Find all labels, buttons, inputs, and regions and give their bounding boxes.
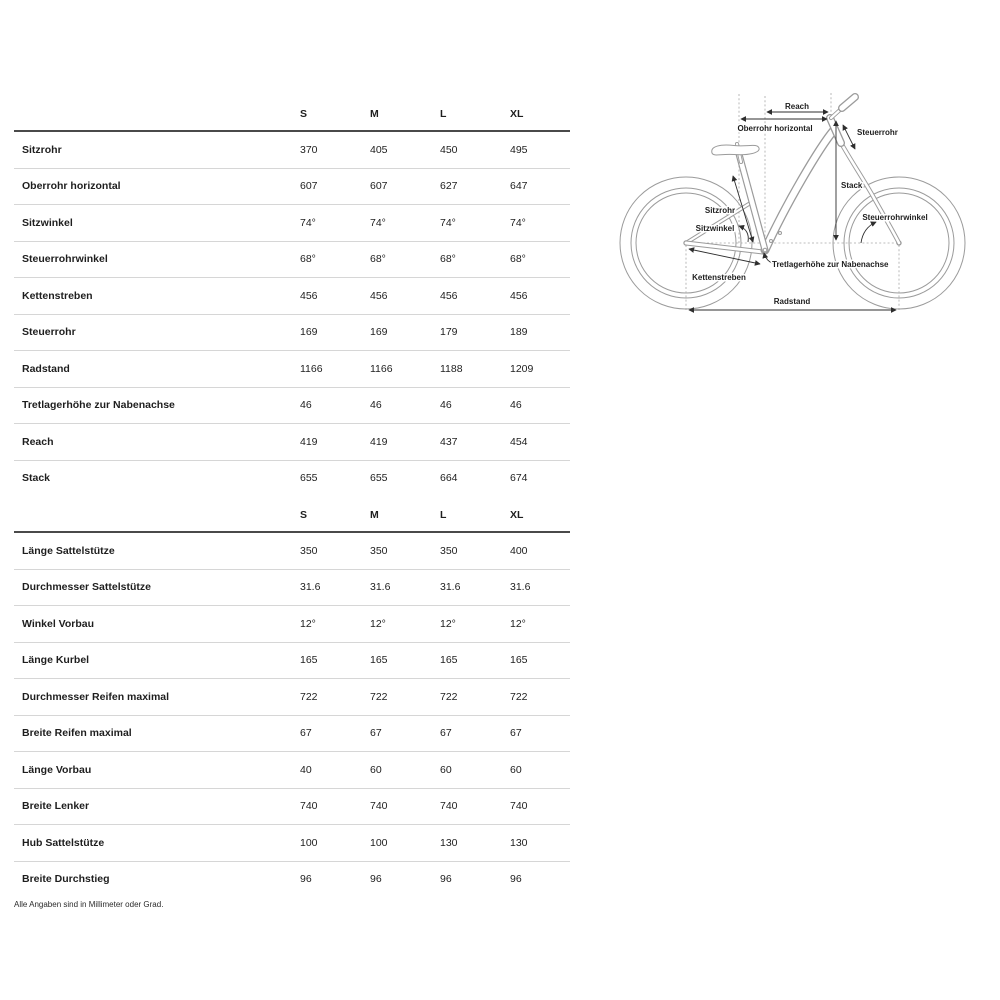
geometry-value-s: 169 (300, 326, 318, 339)
geometry-value-xl: 674 (510, 472, 528, 485)
geometry-row (14, 825, 570, 862)
geometry-row-label: Winkel Vorbau (22, 617, 95, 630)
geometry-value-xl: 12° (510, 617, 526, 630)
geometry-value-l: 67 (440, 727, 452, 740)
component-geometry-section (14, 499, 570, 897)
component-geometry-rows (14, 533, 570, 897)
geometry-value-xl: 454 (510, 435, 528, 448)
geometry-row-label: Oberrohr horizontal (22, 180, 121, 193)
size-header-s: S (300, 108, 308, 120)
geometry-value-xl: 495 (510, 143, 528, 156)
geometry-value-m: 456 (370, 289, 388, 302)
geometry-row-label: Länge Vorbau (22, 763, 92, 776)
geometry-value-m: 31.6 (370, 581, 391, 594)
geometry-row (14, 716, 570, 753)
geometry-value-m: 740 (370, 800, 388, 813)
geometry-value-m: 405 (370, 143, 388, 156)
geometry-value-m: 67 (370, 727, 382, 740)
geometry-value-l: 31.6 (440, 581, 461, 594)
geometry-value-m: 1166 (370, 362, 393, 375)
geometry-value-l: 722 (440, 690, 458, 703)
geometry-value-xl: 722 (510, 690, 528, 703)
geometry-row-label: Durchmesser Sattelstütze (22, 581, 151, 594)
geometry-value-m: 165 (370, 654, 388, 667)
geometry-value-m: 12° (370, 617, 386, 630)
geometry-value-m: 350 (370, 544, 388, 557)
diagram-label-stack: Stack (841, 181, 863, 190)
geometry-row (14, 132, 570, 169)
geometry-value-xl: 46 (510, 399, 522, 412)
geometry-row-label: Breite Lenker (22, 800, 90, 813)
geometry-value-xl: 74° (510, 216, 526, 229)
geometry-row-label: Tretlagerhöhe zur Nabenachse (22, 399, 175, 412)
geometry-row-label: Steuerrohrwinkel (22, 253, 108, 266)
geometry-value-m: 607 (370, 180, 388, 193)
geometry-row-label: Kettenstreben (22, 289, 93, 302)
geometry-value-m: 46 (370, 399, 382, 412)
geometry-value-s: 46 (300, 399, 312, 412)
geometry-row (14, 351, 570, 388)
geometry-value-s: 456 (300, 289, 318, 302)
geometry-value-l: 664 (440, 472, 458, 485)
geometry-value-l: 1188 (440, 362, 463, 375)
geometry-value-s: 370 (300, 143, 318, 156)
geometry-value-xl: 96 (510, 873, 522, 886)
size-header-xl: XL (510, 509, 524, 521)
geometry-value-l: 74° (440, 216, 456, 229)
diagram-label-tretlagerhoehe: Tretlagerhöhe zur Nabenachse (772, 260, 889, 269)
geometry-value-l: 179 (440, 326, 458, 339)
geometry-row (14, 242, 570, 279)
diagram-label-sitzwinkel: Sitzwinkel (695, 224, 735, 233)
geometry-row (14, 205, 570, 242)
diagram-label-sitzrohr: Sitzrohr (704, 206, 736, 215)
geometry-row-label: Breite Reifen maximal (22, 727, 132, 740)
geometry-value-m: 60 (370, 763, 382, 776)
diagram-label-radstand: Radstand (773, 297, 811, 306)
size-header-row (14, 98, 570, 132)
geometry-value-m: 722 (370, 690, 388, 703)
geometry-value-xl: 740 (510, 800, 528, 813)
bike-geometry-diagram (608, 80, 1000, 332)
steuerrohrwinkel-arc (861, 222, 876, 243)
size-header-xl: XL (510, 108, 524, 120)
size-header-row (14, 499, 570, 533)
geometry-row (14, 752, 570, 789)
geometry-row-label: Länge Sattelstütze (22, 544, 115, 557)
geometry-value-m: 74° (370, 216, 386, 229)
geometry-table (14, 98, 570, 909)
geometry-value-s: 40 (300, 763, 312, 776)
geometry-value-m: 419 (370, 435, 388, 448)
geometry-value-xl: 165 (510, 654, 528, 667)
geometry-value-xl: 456 (510, 289, 528, 302)
geometry-row (14, 278, 570, 315)
geometry-row (14, 424, 570, 461)
size-header-s: S (300, 509, 308, 521)
units-footnote: Alle Angaben sind in Millimeter oder Grad. (14, 900, 164, 909)
geometry-row (14, 570, 570, 607)
geometry-value-xl: 31.6 (510, 581, 531, 594)
diagram-label-steuerrohrwinkel: Steuerrohrwinkel (862, 213, 928, 222)
geometry-value-s: 165 (300, 654, 318, 667)
geometry-value-m: 655 (370, 472, 388, 485)
size-header-l: L (440, 108, 447, 120)
geometry-value-s: 350 (300, 544, 318, 557)
geometry-value-l: 627 (440, 180, 458, 193)
diagram-label-oberrohr: Oberrohr horizontal (737, 124, 813, 133)
size-header-m: M (370, 108, 379, 120)
geometry-value-s: 655 (300, 472, 318, 485)
frame-geometry-section (14, 98, 570, 496)
geometry-value-l: 60 (440, 763, 452, 776)
geometry-row-label: Durchmesser Reifen maximal (22, 690, 170, 703)
geometry-row-label: Stack (22, 472, 51, 485)
geometry-row (14, 533, 570, 570)
geometry-value-xl: 647 (510, 180, 528, 193)
geometry-row-label: Länge Kurbel (22, 654, 90, 667)
geometry-row-label: Reach (22, 435, 54, 448)
diagram-label-kettenstreben: Kettenstreben (692, 273, 746, 282)
geometry-value-xl: 400 (510, 544, 528, 557)
geometry-row (14, 679, 570, 716)
geometry-row-label: Hub Sattelstütze (22, 836, 105, 849)
geometry-value-s: 100 (300, 836, 318, 849)
geometry-value-xl: 130 (510, 836, 528, 849)
geometry-value-xl: 60 (510, 763, 522, 776)
geometry-value-s: 31.6 (300, 581, 321, 594)
geometry-value-s: 1166 (300, 362, 323, 375)
geometry-row (14, 606, 570, 643)
geometry-value-l: 130 (440, 836, 458, 849)
geometry-value-m: 100 (370, 836, 388, 849)
geometry-row-label: Radstand (22, 362, 70, 375)
geometry-value-m: 96 (370, 873, 382, 886)
geometry-value-m: 68° (370, 253, 386, 266)
geometry-value-s: 67 (300, 727, 312, 740)
geometry-row (14, 862, 570, 898)
geometry-row (14, 315, 570, 352)
geometry-value-l: 12° (440, 617, 456, 630)
saddle-icon (712, 145, 759, 155)
geometry-value-l: 437 (440, 435, 458, 448)
geometry-row (14, 388, 570, 425)
geometry-row-label: Steuerrohr (22, 326, 76, 339)
geometry-row (14, 789, 570, 826)
geometry-row (14, 643, 570, 680)
diagram-label-reach: Reach (784, 102, 810, 111)
geometry-value-xl: 67 (510, 727, 522, 740)
geometry-value-s: 74° (300, 216, 316, 229)
geometry-row (14, 461, 570, 497)
geometry-value-l: 68° (440, 253, 456, 266)
geometry-value-s: 68° (300, 253, 316, 266)
geometry-row (14, 169, 570, 206)
geometry-value-m: 169 (370, 326, 388, 339)
geometry-value-l: 456 (440, 289, 458, 302)
geometry-row-label: Breite Durchstieg (22, 873, 110, 886)
geometry-value-xl: 189 (510, 326, 528, 339)
geometry-value-s: 740 (300, 800, 318, 813)
geometry-value-l: 96 (440, 873, 452, 886)
geometry-value-xl: 68° (510, 253, 526, 266)
diagram-label-steuerrohr: Steuerrohr (857, 128, 898, 137)
geometry-value-l: 165 (440, 654, 458, 667)
size-header-m: M (370, 509, 379, 521)
geometry-row-label: Sitzwinkel (22, 216, 73, 229)
geometry-value-l: 450 (440, 143, 458, 156)
geometry-value-l: 46 (440, 399, 452, 412)
geometry-value-s: 419 (300, 435, 318, 448)
geometry-value-s: 607 (300, 180, 318, 193)
geometry-value-xl: 1209 (510, 362, 534, 375)
geometry-value-l: 350 (440, 544, 458, 557)
geometry-value-s: 722 (300, 690, 318, 703)
geometry-value-s: 96 (300, 873, 312, 886)
geometry-row-label: Sitzrohr (22, 143, 62, 156)
frame-geometry-rows (14, 132, 570, 496)
geometry-value-s: 12° (300, 617, 316, 630)
size-header-l: L (440, 509, 447, 521)
geometry-value-l: 740 (440, 800, 458, 813)
